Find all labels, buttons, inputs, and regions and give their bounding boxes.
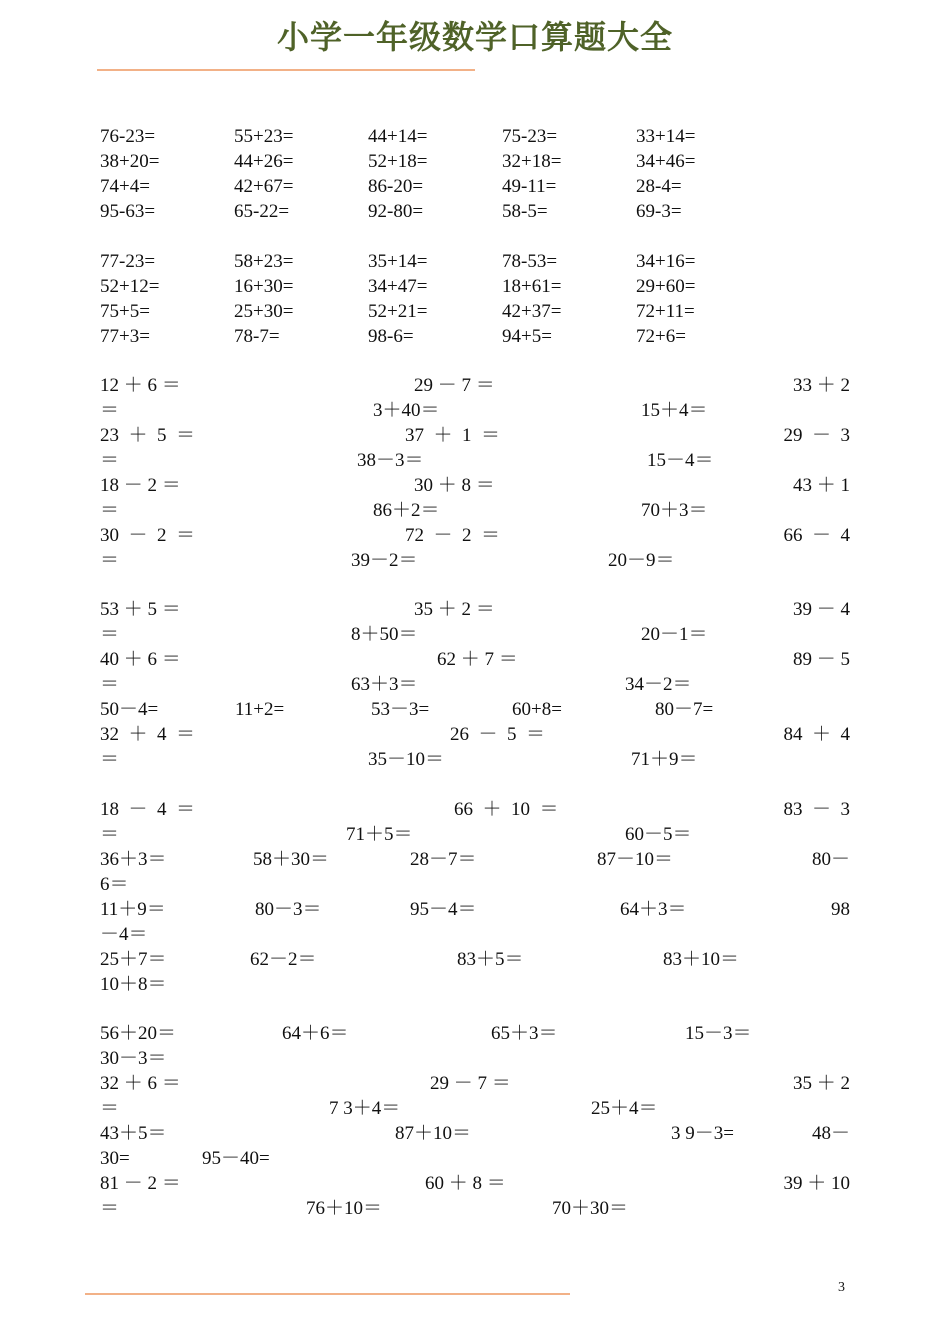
math-problem: 25+30= [234, 301, 294, 322]
math-problem: 40 ＋ 6 ＝ [100, 649, 181, 670]
math-problem: 7 3＋4＝ [329, 1098, 401, 1119]
math-problem: 81 － 2 ＝ [100, 1173, 181, 1194]
math-problem: 36＋3＝ [100, 849, 167, 870]
problem-line [100, 672, 850, 697]
math-problem: 35 ＋ 2 ＝ [414, 599, 495, 620]
math-problem: 52+18= [368, 151, 428, 172]
math-problem: 58+23= [234, 251, 294, 272]
math-problem: 15－4＝ [647, 450, 714, 471]
math-problem: 75-23= [502, 126, 558, 147]
math-problem: 84 ＋ 4 [783, 724, 850, 745]
math-problem: 86＋2＝ [373, 500, 440, 521]
math-problem: 87＋10＝ [395, 1123, 472, 1144]
math-problem: 60－5＝ [625, 824, 692, 845]
math-problem: 35－10＝ [368, 749, 445, 770]
footer-rule [85, 1293, 570, 1295]
problem-line [100, 1171, 850, 1196]
math-problem: ＝ [100, 400, 120, 421]
math-problem: 43 ＋ 1 [792, 475, 850, 496]
problem-line [100, 647, 850, 672]
problem-line [100, 1196, 850, 1221]
math-problem: 80－3＝ [255, 899, 322, 920]
math-problem: 30 ＋ 8 ＝ [414, 475, 495, 496]
math-problem: ＝ [100, 1098, 120, 1119]
math-problem: 83＋10＝ [663, 949, 740, 970]
problem-line [100, 448, 850, 473]
math-problem: 53－3= [371, 699, 430, 720]
math-problem: 42+67= [234, 176, 294, 197]
math-problem: 75+5= [100, 301, 150, 322]
problem-line [100, 972, 850, 997]
math-problem: 8＋50＝ [351, 624, 418, 645]
math-problem: ＝ [100, 824, 120, 845]
math-problem: 98 [831, 899, 850, 920]
problem-line [100, 897, 850, 922]
math-problem: 29 － 7 ＝ [414, 375, 495, 396]
math-problem: 10＋8＝ [100, 974, 167, 995]
math-problem: 23 ＋ 5 ＝ [100, 425, 196, 446]
problem-line [100, 622, 850, 647]
problem-line [100, 473, 850, 498]
math-problem: 65＋3＝ [491, 1023, 558, 1044]
problem-line [100, 548, 850, 573]
math-problem: 66 ＋ 10 ＝ [454, 799, 559, 820]
math-problem: 74+4= [100, 176, 150, 197]
problem-line [100, 324, 850, 349]
math-problem: 29+60= [636, 276, 696, 297]
math-problem: 83 － 3 [783, 799, 850, 820]
math-problem: 64＋3＝ [620, 899, 687, 920]
math-problem: 69-3= [636, 201, 682, 222]
math-problem: 72+6= [636, 326, 686, 347]
problem-line [100, 398, 850, 423]
problem-line [100, 199, 850, 224]
math-problem: 71＋9＝ [631, 749, 698, 770]
math-problem: 95－40= [202, 1148, 270, 1169]
math-problem: 44+14= [368, 126, 428, 147]
math-problem: ＝ [100, 450, 120, 471]
math-problem: 92-80= [368, 201, 424, 222]
problem-line [100, 1096, 850, 1121]
math-problem: 34+16= [636, 251, 696, 272]
math-problem: 78-7= [234, 326, 280, 347]
problem-line [100, 1021, 850, 1046]
problem-line [100, 1121, 850, 1146]
problem-line [100, 373, 850, 398]
problem-line [100, 274, 850, 299]
math-problem: 30= [100, 1148, 130, 1169]
math-problem: 39 ＋ 10 [783, 1173, 850, 1194]
problem-line [100, 249, 850, 274]
math-problem: 28－7＝ [410, 849, 477, 870]
math-problem: 66 － 4 [783, 525, 850, 546]
math-problem: 11＋9＝ [100, 899, 166, 920]
math-problem: 33 ＋ 2 [792, 375, 850, 396]
problem-line [100, 847, 850, 872]
math-problem: ＝ [100, 674, 120, 695]
problem-line [100, 423, 850, 448]
math-problem: 48－ [811, 1123, 850, 1144]
page-number: 3 [838, 1280, 845, 1295]
math-problem: 52+21= [368, 301, 428, 322]
problem-line [100, 1046, 850, 1071]
math-problem: 39 － 4 [792, 599, 850, 620]
math-problem: －4＝ [100, 924, 148, 945]
math-problem: 52+12= [100, 276, 160, 297]
math-problem: 28-4= [636, 176, 682, 197]
problem-line [100, 597, 850, 622]
math-problem: ＝ [100, 749, 120, 770]
math-problem: 34+47= [368, 276, 428, 297]
math-problem: 32+18= [502, 151, 562, 172]
problem-line [100, 947, 850, 972]
problem-line [100, 149, 850, 174]
math-problem: 80－7= [655, 699, 714, 720]
math-problem: 39－2＝ [351, 550, 418, 571]
math-problem: 29 － 3 [783, 425, 850, 446]
math-problem: 34+46= [636, 151, 696, 172]
problem-line [100, 299, 850, 324]
math-problem: 56＋20＝ [100, 1023, 177, 1044]
math-problem: 25＋4＝ [591, 1098, 658, 1119]
math-problem: 26 － 5 ＝ [450, 724, 546, 745]
math-problem: 70＋3＝ [641, 500, 708, 521]
math-problem: 20－9＝ [608, 550, 675, 571]
problem-line [100, 822, 850, 847]
math-problem: 49-11= [502, 176, 557, 197]
problem-line [100, 523, 850, 548]
math-problem: 15－3＝ [685, 1023, 752, 1044]
page-title: 小学一年级数学口算题大全 [276, 18, 673, 56]
math-problem: ＝ [100, 500, 120, 521]
math-problem: 60+8= [512, 699, 562, 720]
math-problem: 35 ＋ 2 [792, 1073, 850, 1094]
math-problem: 71＋5＝ [346, 824, 413, 845]
math-problem: 42+37= [502, 301, 562, 322]
math-problem: 32 ＋ 6 ＝ [100, 1073, 181, 1094]
math-problem: 6＝ [100, 874, 129, 895]
math-problem: 77+3= [100, 326, 150, 347]
math-problem: 16+30= [234, 276, 294, 297]
math-problem: 44+26= [234, 151, 294, 172]
math-problem: 29 － 7 ＝ [430, 1073, 511, 1094]
math-problem: 58-5= [502, 201, 548, 222]
math-problem: 63＋3＝ [351, 674, 418, 695]
math-problem: 80－ [811, 849, 850, 870]
math-problem: 18 － 2 ＝ [100, 475, 181, 496]
math-problem: 55+23= [234, 126, 294, 147]
math-problem: 3 9－3= [671, 1123, 734, 1144]
problem-line [100, 697, 850, 722]
math-problem: 78-53= [502, 251, 558, 272]
math-problem: 87－10＝ [597, 849, 674, 870]
problem-line [100, 498, 850, 523]
math-problem: 38－3＝ [357, 450, 424, 471]
problem-line [100, 722, 850, 747]
math-problem: 50－4= [100, 699, 159, 720]
math-problem: 76＋10＝ [306, 1198, 383, 1219]
math-problem: 34－2＝ [625, 674, 692, 695]
math-problem: 18 － 4 ＝ [100, 799, 196, 820]
math-problem: 62 ＋ 7 ＝ [437, 649, 518, 670]
math-problem: 60 ＋ 8 ＝ [425, 1173, 506, 1194]
math-problem: ＝ [100, 550, 120, 571]
math-problem: 25＋7＝ [100, 949, 167, 970]
math-problem: ＝ [100, 1198, 120, 1219]
problem-line [100, 1146, 850, 1171]
math-problem: 20－1＝ [641, 624, 708, 645]
math-problem: 64＋6＝ [282, 1023, 349, 1044]
math-problem: 77-23= [100, 251, 156, 272]
math-problem: 43＋5＝ [100, 1123, 167, 1144]
math-problem: 33+14= [636, 126, 696, 147]
math-problem: 37 ＋ 1 ＝ [405, 425, 501, 446]
math-problem: 86-20= [368, 176, 424, 197]
math-problem: 83＋5＝ [457, 949, 524, 970]
math-problem: 62－2＝ [250, 949, 317, 970]
math-problem: 30 － 2 ＝ [100, 525, 196, 546]
math-problem: ＝ [100, 624, 120, 645]
math-problem: 15＋4＝ [641, 400, 708, 421]
math-problem: 32 ＋ 4 ＝ [100, 724, 196, 745]
problem-line [100, 797, 850, 822]
math-problem: 95－4＝ [410, 899, 477, 920]
problem-line [100, 1071, 850, 1096]
math-problem: 72 － 2 ＝ [405, 525, 501, 546]
problem-line [100, 747, 850, 772]
math-problem: 94+5= [502, 326, 552, 347]
math-problem: 30－3＝ [100, 1048, 167, 1069]
header-rule [97, 69, 475, 71]
math-problem: 98-6= [368, 326, 414, 347]
math-problem: 53 ＋ 5 ＝ [100, 599, 181, 620]
math-problem: 3＋40＝ [373, 400, 440, 421]
math-problem: 12 ＋ 6 ＝ [100, 375, 181, 396]
math-problem: 58＋30＝ [253, 849, 330, 870]
math-problem: 35+14= [368, 251, 428, 272]
math-problem: 11+2= [235, 699, 285, 720]
math-problem: 65-22= [234, 201, 290, 222]
math-problem: 76-23= [100, 126, 156, 147]
math-problem: 95-63= [100, 201, 156, 222]
math-problem: 89 － 5 [792, 649, 850, 670]
problem-line [100, 922, 850, 947]
math-problem: 38+20= [100, 151, 160, 172]
problem-line [100, 872, 850, 897]
math-problem: 18+61= [502, 276, 562, 297]
problem-line [100, 124, 850, 149]
math-problem: 72+11= [636, 301, 695, 322]
problem-line [100, 174, 850, 199]
math-problem: 70＋30＝ [552, 1198, 629, 1219]
